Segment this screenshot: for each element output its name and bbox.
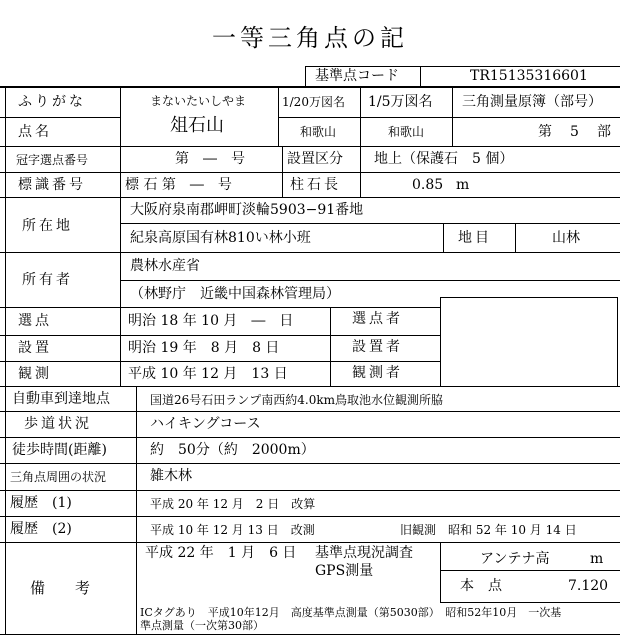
page-title: 一等三角点の記 xyxy=(212,24,408,52)
map-1-5-value: 和歌山 xyxy=(388,125,425,139)
remarks-bottom-1: ICタグあり 平成10年12月 高度基準点測量（第5030部） 昭和52年10月 一次基 xyxy=(140,606,562,619)
rule xyxy=(360,146,361,197)
location-line1: 大阪府泉南郡岬町淡輪5903−91番地 xyxy=(130,202,364,218)
rule xyxy=(0,437,620,438)
location-line2: 紀泉高原国有林810い林小班 xyxy=(130,230,311,246)
rule xyxy=(0,172,620,173)
rule xyxy=(120,223,620,224)
remarks-label: 備考 xyxy=(30,579,121,597)
rule xyxy=(515,223,516,252)
install-class-label: 設置区分 xyxy=(287,151,343,167)
surroundings-value: 雑木林 xyxy=(150,468,192,484)
person-box xyxy=(440,297,618,387)
pillar-length-label: 柱石長 xyxy=(290,177,341,193)
rule xyxy=(305,66,620,67)
observation-person-label: 観測者 xyxy=(352,365,403,381)
rule xyxy=(0,146,620,147)
observation-label: 観測 xyxy=(18,366,52,382)
walk-time-value: 約 50分（約 2000m） xyxy=(150,442,315,458)
main-point-label: 本 点 xyxy=(460,578,502,594)
rule xyxy=(0,411,620,412)
land-category-label: 地目 xyxy=(458,230,492,246)
rule xyxy=(0,634,620,635)
rule xyxy=(120,86,121,386)
history2-value: 平成 10 年 12 月 13 日 改測 xyxy=(150,523,315,537)
installation-date: 明治 19 年 8 月 8 日 xyxy=(128,340,280,356)
rule xyxy=(330,307,331,386)
selection-date: 明治 18 年 10 月 ― 日 xyxy=(128,313,294,329)
owner-line1: 農林水産省 xyxy=(130,258,200,274)
car-access-value: 国道26号石田ランプ南西約4.0km鳥取池水位観測所脇 xyxy=(150,393,444,407)
marker-no-value: 標 石 第 ― 号 xyxy=(125,177,232,193)
furigana-label: ふりがな xyxy=(18,94,86,110)
selection-person-label: 選点者 xyxy=(352,311,403,327)
rule xyxy=(440,570,620,571)
rule xyxy=(5,86,6,634)
observation-date: 平成 10 年 12 月 13 日 xyxy=(128,366,288,382)
surroundings-label: 三角点周囲の状況 xyxy=(10,470,107,484)
rule xyxy=(120,280,620,281)
pillar-length-value: 0.85 xyxy=(412,177,444,193)
remarks-date: 平成 22 年 1 月 6 日 xyxy=(145,545,297,561)
rule xyxy=(305,66,306,86)
survey-book-num: 5 xyxy=(570,124,579,140)
antenna-unit: m xyxy=(590,551,604,567)
survey-book-bu: 部 xyxy=(597,124,611,140)
history1-label: 履歴 (1) xyxy=(10,495,72,511)
pillar-length-unit: m xyxy=(456,177,470,193)
rule xyxy=(420,66,421,86)
marker-no-label: 標識番号 xyxy=(18,177,86,193)
rule xyxy=(440,602,620,603)
selection-label: 選点 xyxy=(18,313,52,329)
rule xyxy=(0,335,440,336)
remarks-survey-1: 基準点現況調査 xyxy=(315,545,413,561)
crown-code-value: 第 ― 号 xyxy=(175,151,245,167)
location-label: 所在地 xyxy=(22,218,73,234)
rule xyxy=(443,223,444,252)
map-1-20-label: 1/20万図名 xyxy=(282,95,345,109)
remarks-survey-2: GPS測量 xyxy=(315,563,374,579)
rule xyxy=(0,307,440,308)
rule xyxy=(0,197,620,198)
trail-value: ハイキングコース xyxy=(150,416,261,432)
rule xyxy=(0,516,620,517)
rule xyxy=(0,117,120,118)
rule xyxy=(440,542,441,602)
map-1-5-label: 1/5万図名 xyxy=(368,94,433,110)
crown-code-label: 冠字選点番号 xyxy=(16,153,89,167)
trail-label: 歩道状況 xyxy=(24,416,92,432)
car-access-label: 自動車到達地点 xyxy=(12,391,110,407)
rule xyxy=(0,542,620,543)
land-category-value: 山林 xyxy=(552,230,580,246)
rule xyxy=(136,386,137,634)
owner-label: 所有者 xyxy=(22,272,73,288)
installation-label: 設置 xyxy=(18,340,52,356)
survey-book-label: 三角測量原簿（部号） xyxy=(462,94,602,110)
rule xyxy=(278,117,620,118)
rule xyxy=(360,86,361,146)
survey-book-dai: 第 xyxy=(538,124,552,140)
point-name-value: 俎石山 xyxy=(170,115,224,136)
owner-line2: （林野庁 近畿中国森林管理局） xyxy=(130,286,340,302)
rule xyxy=(0,463,620,464)
rule xyxy=(452,86,453,146)
install-class-value: 地上（保護石 5 個） xyxy=(374,151,514,167)
rule xyxy=(0,252,620,253)
rule xyxy=(282,146,283,197)
point-name-label: 点名 xyxy=(18,124,52,140)
map-1-20-value: 和歌山 xyxy=(300,125,337,139)
walk-time-label: 徒歩時間(距離) xyxy=(12,442,107,458)
rule xyxy=(0,490,620,491)
main-point-value: 7.120 xyxy=(568,578,609,594)
furigana-value: まないたいしやま xyxy=(150,94,247,108)
antenna-label: アンテナ高 xyxy=(480,551,550,567)
installation-person-label: 設置者 xyxy=(352,339,403,355)
history2-label: 履歴 (2) xyxy=(10,521,72,537)
remarks-bottom-2: 準点測量（一次第30部） xyxy=(140,619,264,632)
rule xyxy=(278,86,279,146)
rule xyxy=(0,361,440,362)
rule xyxy=(0,86,620,88)
code-label: 基準点コード xyxy=(315,68,399,84)
history1-value: 平成 20 年 12 月 2 日 改算 xyxy=(150,497,316,511)
code-value: TR15135316601 xyxy=(470,68,588,84)
history2-extra: 旧観測 昭和 52 年 10 月 14 日 xyxy=(400,523,577,537)
